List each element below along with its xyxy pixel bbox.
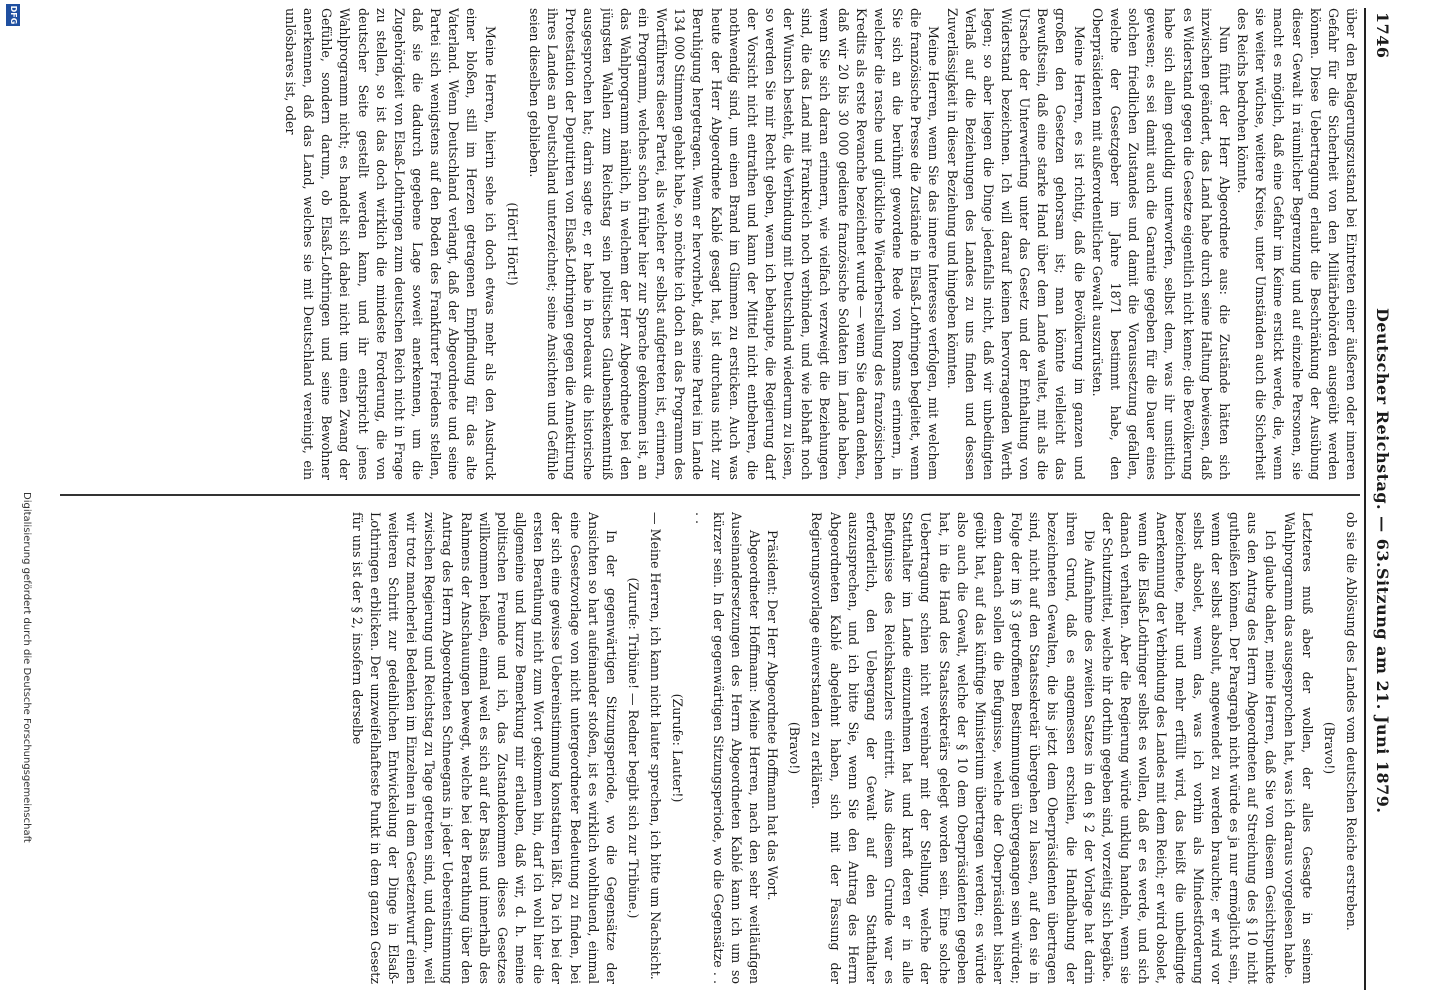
interjection: (Bravo!) [1321,721,1337,775]
dfg-logo: DFG [6,4,20,26]
paragraph: Nun führt der Herr Abgeordnete aus: die Zustände hätten sich inzwischen geändert, das Land habe durch seine Haltung bewiesen, daß es Widerstand gegen die Gesetze eigentlich nicht kenne; die Bevölkerung habe sich allem geduldig unterworfen, selbst dem, was ihr unsittlich gewesen; es sei damit auch die Garantie gegeben für die Dauer eines solchen friedlichen Zustandes und damit die Voraussetzung gefallen, welche der Gesetzgeber im Jahre 1871 bestimmt habe, den Oberpräsidenten mit außerordentlicher Gewalt auszurüsten. [1089,8,1232,480]
speaker-paragraph: Abgeordneter Hoffmann: Meine Herren, nach den sehr weitläufigen Auseinandersetzungen des Herrn Abgeordneten Kablé kann ich um so kürzer sein. In der gegenwärtigen Sitzungsperiode, wo die Gegensätze . . . . [692,512,762,984]
digitization-note: Digitalisierung gefördert durch die Deutsche Forschungsgemeinschaft [21,492,32,843]
column-divider [60,494,1360,496]
paragraph: Meine Herren, wenn Sie das innere Interesse verfolgen, mit welchem die französische Presse die Zustände in Elsaß-Lothringen begleitet, wenn Sie sich an die berühmt gewordene Rede von Romans erinnern, in welcher die rasche und glückliche Wiederherstellung des französischen Kredits als erste Revanche bezeichnet wurde — wenn Sie daran denken, daß wir 20 bis 30 000 gediente französische Soldaten im Lande haben, wenn Sie sich daran erinnern, wie vielfach verzweigt die Beziehungen sind, die das Land mit Frankreich noch verbinden, und wie lebhaft noch der Wunsch besteht, die Verbindung mit Deutschland wiederum zu lösen, so werden Sie mir Recht geben, wenn ich behaupte, die Regierung darf der Vorsicht nicht entrathen und kann der Mittel nicht entbehren, die nothwendig sind, um einen Brand im Glimmen zu ersticken. Auch was heute der Herr Abgeordnete Kablé gesagt hat, ist durchaus nicht zur Beruhigung hergetragen. Wenn er hervorhebt, daß seine Partei im Lande 134 000 Stimmen gehabt habe, so möchte ich doch an das Programm des Wortführers dieser Partei, als welcher er selbst aufgetreten ist, erinnern, ein Programm, welches schon früher hier zur Sprache gekommen ist, an das Wahlprogramm nämlich, in welchem der Herr Abgeordnete bei den jüngsten Wahlen zum Reichstag sein politisches Glaubensbekenntniß ausgesprochen hat; darin sagte er, er habe in Bordeaux die historische Protestation der Deputirten von Elsaß-Lothringen gegen die Annektirung ihres Landes an Deutschland unterzeichnet; seine Ansichten und Gefühle seien dieselben geblieben. [526,8,942,480]
header-rule [1364,8,1366,990]
speaker-paragraph: Präsident: Der Herr Abgeordnete Hoffmann hat das Wort. [765,530,781,901]
left-column [60,8,1360,480]
paragraph: Ich glaube daher, meine Herren, daß Sie von diesem Gesichtspunkte aus den Antrag des Herrn Abgeordneten auf Streichung des § 10 nicht gutheißen können. Der Paragraph nicht würde es ja nur ermöglicht sein, wenn der selbst absolut, angewendet zu werden brauchte; er wird vor selbst absolet, wenn das, was ich vorhin als Mindestforderung bezeichnete, mehr und mehr erfüllt wird, das heißt die unbedingte Anerkennung der Verbindung des Landes mit dem Reich; er wird obsolet, wenn die Elsaß-Lothringer selbst es wollen, daß er es werde, und sich danach verhalten. Aber die Regierung würde unklug handeln, wenn sie der Schutzmittel, welche ihr dorthin gegeben sind, vorzeitig sich begäbe. [1099,512,1279,984]
paragraph: Meine Herren, hierin sehe ich doch etwas mehr als den Ausdruck einer bloßen, still im Herzen getragenen Empfindung für das alte Vaterland. Wenn Deutschland verlangt, daß der Abgeordnete und seine Partei sich wenigstens auf den Boden des Frankfurter Friedens stellen, daß sie die dadurch gegebene Lage soweit anerkennen, um die Zugehörigkeit von Elsaß-Lothringen zum deutschen Reich nicht in Frage zu stellen, so ist das doch wirklich die mindeste Forderung, die von deutscher Seite gestellt werden kann, und ihr entspricht jenes Wahlprogramm nicht; es handelt sich dabei nicht um einen Zwang der Gefühle, sondern darum, ob Elsaß-Lothringen und seine Bewohner anerkennen, daß das Land, welches sie mit Deutschland vereinigt, ein unlösbares ist, oder [282,8,498,480]
paragraph: Die Aufnahme des zweiten Satzes in den § 2 der Vorlage hat darin ihren Grund, daß es angemessen erschien, die Handhabung der bezeichneten Gewalten, die bis jetzt dem Oberpräsidenten übertragen sind, nicht auf den Staatssekretär übergehen zu lassen, auf den sie in Folge der im § 3 getroffenen Bestimmungen übergegangen sein würden; denn danach sollen die Befugnisse, welche der Oberpräsident bisher geübt hat, auf das künftige Ministerium übertragen werden; es würde also auch die Gewalt, welche der § 10 dem Oberpräsidenten gegeben hat, in die Hand des Staatssekretärs gelegt worden sein. Eine solche Uebertragung schien nicht vereinbar mit der Stellung, welche der Statthalter im Lande einzunehmen hat und kraft deren er in alle Befugnisse des Reichskanzlers eintritt. Aus diesem Grunde war es erforderlich, den Uebergang der Gewalt auf den Statthalter auszusprechen, und ich bitte Sie, wenn Sie den Antrag des Herrn Abgeordneten Kablé abgelehnt haben, sich mit der Fassung der Regierungsvorlage einverstanden zu erklären. [809,512,1097,984]
interjection: (Hört! Hört!) [504,202,520,286]
session-date: Sitzung am 21. Juni 1879. [1373,568,1392,814]
digitization-credit [21,492,32,992]
right-column [60,512,1360,984]
paragraph: In der gegenwärtigen Sitzungsperiode, wo die Gegensätze der Ansichten so hart aufeinander stoßen, ist es wirklich wohlthuend, einmal eine Gesetzvorlage von nicht untergeordneter Bedeutung zu finden, bei der sich eine gewisse Uebereinstimmung konstatiren läßt. Da ich bei der ersten Berathung nicht zum Wort gekommen bin, darf ich wohl hier die allgemeine und kurze Bemerkung mir erlauben, daß wir, d. h. meine politischen Freunde und ich, das Zustandekommen dieses Gesetzes willkommen heißen, einmal weil es sich auf der Basis und innerhalb des Rahmens der Anschauungen bewegt, welche bei der Berathung über den Antrag des Herrn Abgeordneten Schneegans in jeder Uebereinstimmung zwischen Regierung und Reichstag zu Tage getreten sind, und dann, weil wir trotz mancherlei Bedenken im Einzelnen in dem Gesetzentwurf einen weiteren Schritt zur gedeihlichen Entwickelung der Dinge in Elsaß-Lothringen erblicken. Der unzweifelhafteste Punkt in dem ganzen Gesetz für uns ist der § 2, insofern derselbe [349,512,619,984]
paragraph: — Meine Herren, ich kann nicht lauter sprechen, ich bitte um Nachsicht. [648,512,664,980]
paragraph: über den Belagerungszustand bei Eintreten einer äußeren oder inneren Gefahr für die Sicherheit von den Militärbehörden ausgeübt werden können. Diese Uebertragung erlaubt die Beschränkung der Ausübung dieser Gewalt in räumlicher Begrenzung und auf einzelne Personen, sie macht es möglich, daß eine Gefahr im Keime erstickt werde, die, wenn sie weiter wüchse, weitere Kreise, unter Umständen auch die Sicherheit des Reichs bedrohen könnte. [1235,8,1359,480]
paragraph: ob sie die Ablösung des Landes vom deutschen Reiche erstreben. [1344,512,1359,931]
running-head [1366,8,1392,988]
interjection: (Zurufe: Tribüne! — Redner begibt sich zur Tribüne.) [626,577,642,919]
paragraph: Meine Herren, es ist richtig, daß die Bevölkerung im ganzen und großen den Gesetzen gehorsam ist; man könnte vielleicht das Bewußtsein, daß eine starke Hand über dem Lande waltet, mit als die Ursache der Unterwerfung unter das Gesetz und der Enthaltung von Widerstand bezeichnen. Ich will darauf keinen hervorragenden Werth legen; so aber liegen die Dinge jedenfalls nicht, daß wir unbedingten Verlaß auf die Beziehungen des Landes zu uns finden und dessen Zuverlässigkeit in dieser Beziehung und hingeben könnten. [944,8,1087,480]
interjection: (Zurufe: Lauter!) [670,693,686,803]
page-number: 1746 [1373,12,1392,59]
interjection: (Bravo!) [787,721,803,775]
paragraph: Letzteres muß aber der wollen, der alles Gesagte in seinem Wahlprogramm das ausgesprochen hat, was ich daraus vorgelesen habe. [1281,512,1315,984]
publication-title: Deutscher Reichstag. — 63. [1373,308,1392,569]
